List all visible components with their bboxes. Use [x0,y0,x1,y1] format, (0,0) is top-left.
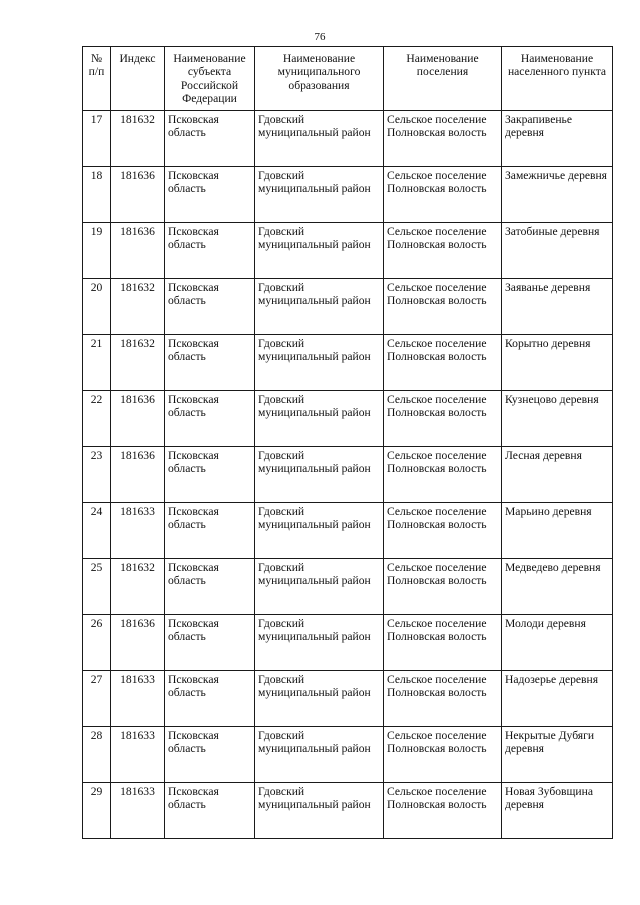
cell-federal-subject: Псковская область [165,391,255,447]
cell-settlement: Сельское поселение Полновская волость [384,559,502,615]
cell-municipal-unit: Гдовский муниципальный район [255,503,384,559]
cell-locality: Замежничье деревня [502,167,613,223]
cell-row-number: 19 [83,223,111,279]
cell-locality: Кузнецово деревня [502,391,613,447]
settlements-table [82,46,613,839]
cell-settlement: Сельское поселение Полновская волость [384,783,502,839]
cell-municipal-unit: Гдовский муниципальный район [255,223,384,279]
cell-federal-subject: Псковская область [165,447,255,503]
cell-index: 181632 [111,111,165,167]
cell-settlement: Сельское поселение Полновская волость [384,671,502,727]
cell-locality: Надозерье деревня [502,671,613,727]
cell-index: 181633 [111,671,165,727]
cell-index: 181636 [111,223,165,279]
cell-municipal-unit: Гдовский муниципальный район [255,447,384,503]
table-header-row [83,47,613,111]
cell-index: 181632 [111,559,165,615]
cell-federal-subject: Псковская область [165,783,255,839]
table-row [83,223,613,279]
cell-row-number: 28 [83,727,111,783]
cell-municipal-unit: Гдовский муниципальный район [255,167,384,223]
cell-municipal-unit: Гдовский муниципальный район [255,391,384,447]
table-row [83,391,613,447]
table-row [83,671,613,727]
page-number: 76 [314,31,326,43]
cell-municipal-unit: Гдовский муниципальный район [255,559,384,615]
cell-locality: Корытно деревня [502,335,613,391]
cell-locality: Закрапивенье деревня [502,111,613,167]
header-federal-subject: Наименование субъекта Российской Федерации [165,47,255,111]
cell-locality: Заяванье деревня [502,279,613,335]
cell-index: 181636 [111,167,165,223]
cell-municipal-unit: Гдовский муниципальный район [255,615,384,671]
cell-index: 181633 [111,503,165,559]
cell-settlement: Сельское поселение Полновская волость [384,503,502,559]
cell-municipal-unit: Гдовский муниципальный район [255,783,384,839]
table-row [83,503,613,559]
header-locality: Наименование населенного пункта [502,47,613,111]
cell-settlement: Сельское поселение Полновская волость [384,223,502,279]
cell-row-number: 26 [83,615,111,671]
cell-index: 181633 [111,783,165,839]
cell-row-number: 22 [83,391,111,447]
header-settlement: Наименование поселения [384,47,502,111]
cell-federal-subject: Псковская область [165,279,255,335]
cell-settlement: Сельское поселение Полновская волость [384,111,502,167]
cell-row-number: 17 [83,111,111,167]
cell-federal-subject: Псковская область [165,111,255,167]
cell-index: 181636 [111,447,165,503]
cell-locality: Новая Зубовщина деревня [502,783,613,839]
cell-row-number: 29 [83,783,111,839]
cell-federal-subject: Псковская область [165,503,255,559]
cell-settlement: Сельское поселение Полновская волость [384,615,502,671]
table-row [83,727,613,783]
cell-locality: Медведево деревня [502,559,613,615]
cell-municipal-unit: Гдовский муниципальный район [255,111,384,167]
cell-settlement: Сельское поселение Полновская волость [384,447,502,503]
cell-federal-subject: Псковская область [165,223,255,279]
table-row [83,335,613,391]
table-row [83,279,613,335]
cell-index: 181636 [111,391,165,447]
cell-federal-subject: Псковская область [165,615,255,671]
header-municipal-unit: Наименование муниципального образования [255,47,384,111]
cell-municipal-unit: Гдовский муниципальный район [255,335,384,391]
cell-row-number: 21 [83,335,111,391]
cell-settlement: Сельское поселение Полновская волость [384,167,502,223]
cell-settlement: Сельское поселение Полновская волость [384,335,502,391]
table-row [83,111,613,167]
cell-settlement: Сельское поселение Полновская волость [384,279,502,335]
table-row [83,447,613,503]
cell-row-number: 20 [83,279,111,335]
table-row [83,167,613,223]
cell-locality: Молоди деревня [502,615,613,671]
cell-federal-subject: Псковская область [165,335,255,391]
cell-municipal-unit: Гдовский муниципальный район [255,671,384,727]
header-index: Индекс [111,47,165,111]
cell-federal-subject: Псковская область [165,559,255,615]
cell-locality: Марьино деревня [502,503,613,559]
cell-locality: Лесная деревня [502,447,613,503]
table-row [83,783,613,839]
cell-federal-subject: Псковская область [165,727,255,783]
table-row [83,615,613,671]
cell-municipal-unit: Гдовский муниципальный район [255,279,384,335]
cell-row-number: 24 [83,503,111,559]
cell-settlement: Сельское поселение Полновская волость [384,727,502,783]
cell-index: 181632 [111,335,165,391]
cell-row-number: 25 [83,559,111,615]
cell-index: 181632 [111,279,165,335]
table-row [83,559,613,615]
cell-federal-subject: Псковская область [165,671,255,727]
cell-index: 181636 [111,615,165,671]
cell-municipal-unit: Гдовский муниципальный район [255,727,384,783]
cell-settlement: Сельское поселение Полновская волость [384,391,502,447]
cell-locality: Некрытые Дубяги деревня [502,727,613,783]
cell-locality: Затобиные деревня [502,223,613,279]
cell-row-number: 18 [83,167,111,223]
cell-row-number: 27 [83,671,111,727]
header-row-number: № п/п [83,47,111,111]
cell-federal-subject: Псковская область [165,167,255,223]
cell-row-number: 23 [83,447,111,503]
cell-index: 181633 [111,727,165,783]
